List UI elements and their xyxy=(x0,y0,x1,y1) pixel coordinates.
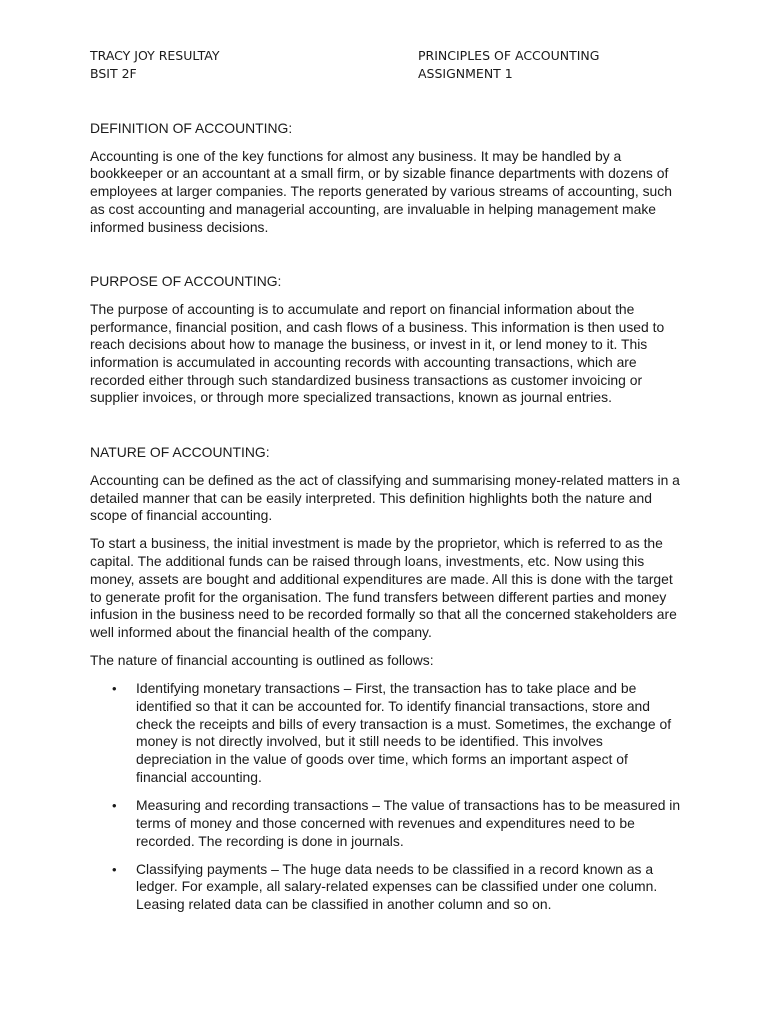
purpose-heading: PURPOSE OF ACCOUNTING: xyxy=(90,273,282,290)
nature-paragraph-1: Accounting can be defined as the act of classifying and summarising money-related matters in a detailed manner that can be easily interpreted. This definition highlights both the nature and scope of financial accounting. xyxy=(90,471,680,524)
nature-heading: NATURE OF ACCOUNTING: xyxy=(90,444,270,461)
list-item-text: Classifying payments – The huge data needs to be classified in a record known as a ledger. For example, all salary-related expenses can be classified under one column. Leasing related data can be classified in another column and so on. xyxy=(136,860,658,913)
student-info xyxy=(90,47,220,83)
nature-paragraph-3: The nature of financial accounting is outlined as follows: xyxy=(90,652,434,669)
student-section: BSIT 2F xyxy=(90,66,137,81)
assignment-label: ASSIGNMENT 1 xyxy=(418,66,513,81)
student-name: TRACY JOY RESULTAY xyxy=(90,48,220,63)
definition-paragraph: Accounting is one of the key functions for almost any business. It may be handled by a bookkeeper or an accountant at a small firm, or by sizable finance departments with dozens of employees at larger companies. The reports generated by various streams of accounting, such as cost accounting and managerial accounting, are invaluable in helping management make informed business decisions. xyxy=(90,147,672,235)
bullet-icon: • xyxy=(112,861,117,877)
document-body xyxy=(90,120,682,924)
list-item xyxy=(90,861,682,914)
course-info xyxy=(418,47,599,83)
bullet-icon: • xyxy=(112,681,117,697)
definition-heading: DEFINITION OF ACCOUNTING: xyxy=(90,120,293,136)
purpose-paragraph: The purpose of accounting is to accumulate and report on financial information about the performance, financial position, and cash flows of a business. This information is then used to reach decisions about how to manage the business, or invest in it, or lend money to it. This information is accumulated in accounting records with accounting transactions, which are recorded either through such standardized business transactions as customer invoicing or supplier invoices, or through more specialized transactions, known as journal entries. xyxy=(90,300,665,406)
nature-paragraph-2: To start a business, the initial investment is made by the proprietor, which is referred to as the capital. The additional funds can be raised through loans, investments, etc. Now using this money, assets are bought and additional expenditures are made. All this is done with the target to generate profit for the organisation. The fund transfers between different parties and money infusion in the business need to be recorded formally so that all the concerned stakeholders are well informed about the financial health of the company. xyxy=(90,535,677,640)
list-item xyxy=(90,680,682,786)
list-item-text: Measuring and recording transactions – The value of transactions has to be measured in terms of money and those concerned with revenues and expenditures need to be recorded. The recording is done in journals. xyxy=(136,797,681,849)
course-title: PRINCIPLES OF ACCOUNTING xyxy=(418,48,600,63)
list-item xyxy=(90,797,682,850)
list-item-text: Identifying monetary transactions – First, the transaction has to take place and be identified so that it can be accounted for. To identify financial transactions, store and check the receipts and bills of every transaction is a must. Sometimes, the exchange of money is not directly involved, but it still needs to be identified. This involves depreciation in the value of goods over time, which forms an important aspect of financial accounting. xyxy=(136,680,672,785)
nature-bullet-list xyxy=(90,680,682,913)
bullet-icon: • xyxy=(112,798,117,814)
